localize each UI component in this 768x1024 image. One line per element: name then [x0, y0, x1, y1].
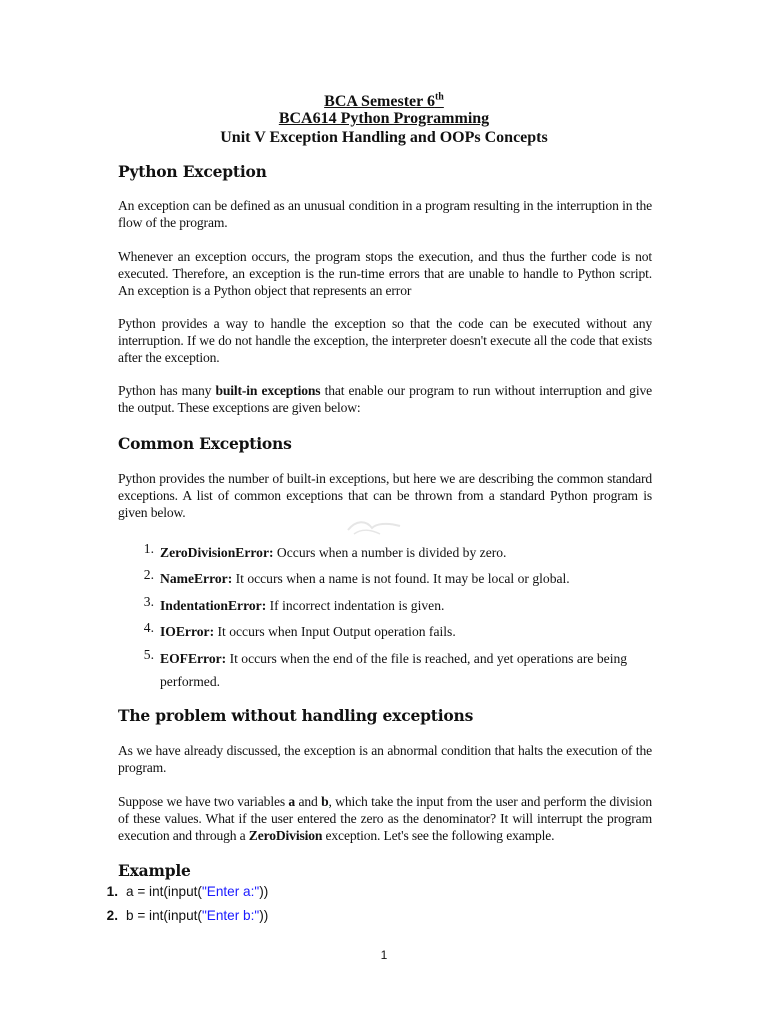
p-text: exception. Let's see the following example.: [322, 828, 555, 844]
p-text: , which take the input from the user and perform the division of these values. What if the user entered the zero as the denominator? It will interrupt the program execution and through a: [118, 794, 652, 844]
paragraph-2: Whenever an exception occurs, the program stops the execution, and thus the further code is not executed. Therefore, an exception is the run-time errors that are unable to handle to Python script. An exception is a Python object that represents an error: [118, 249, 652, 299]
zerodivision-term: ZeroDivision: [248, 828, 323, 844]
code-text: b = int(input(: [126, 908, 202, 923]
code-text: )): [259, 884, 269, 899]
header-unit: [0, 128, 768, 148]
unit-title: Unit V Exception Handling and OOPs Concepts: [220, 129, 548, 146]
list-term: ZeroDivisionError:: [160, 545, 274, 560]
list-term: IOError:: [160, 624, 215, 639]
paragraph-4: [118, 382, 652, 416]
heading-example: Example: [118, 861, 191, 880]
list-term: EOFError:: [160, 651, 227, 666]
heading-python-exception: Python Exception: [118, 162, 267, 181]
heading-common-exceptions: Common Exceptions: [118, 434, 292, 453]
code-line-2: [96, 908, 268, 923]
paragraph-problem-1: As we have already discussed, the exception is an abnormal condition that halts the execution of the program.: [118, 743, 652, 776]
list-desc: If incorrect indentation is given.: [266, 598, 445, 613]
list-desc: It occurs when a name is not found. It may be local or global.: [232, 571, 570, 586]
list-desc: It occurs when the end of the file is reached, and yet operations are being performed.: [160, 651, 628, 689]
list-term: IndentationError:: [160, 598, 267, 613]
p4-bold: built-in exceptions: [215, 383, 321, 398]
p4-pre: Python has many: [118, 383, 216, 398]
paragraph-problem-2: [118, 793, 652, 845]
list-number: 3.: [143, 594, 154, 609]
paragraph-common: Python provides the number of built-in exceptions, but here we are describing the common standard exceptions. A list of common exceptions that can be thrown from a standard Python program is given below.: [118, 471, 652, 521]
code-text: )): [259, 908, 269, 923]
paragraph-1: An exception can be defined as an unusual condition in a program resulting in the interruption in the flow of the program.: [118, 198, 652, 231]
p4-post: that enable our program to run without interruption and give the output. These exceptions are given below:: [118, 383, 652, 416]
var-b: b: [321, 794, 329, 809]
list-number: 4.: [143, 620, 154, 635]
p-text: and: [295, 794, 322, 809]
semester-sup: th: [434, 92, 444, 103]
code-line-number: 1.: [106, 884, 118, 899]
watermark-logo: [346, 516, 402, 538]
semester-text: BCA Semester 6: [324, 93, 435, 111]
list-number: 5.: [143, 647, 154, 662]
list-number: 2.: [143, 567, 154, 582]
course-title: BCA614 Python Programming: [278, 110, 490, 127]
p-text: Suppose we have two variables: [118, 794, 289, 809]
var-a: a: [288, 794, 296, 809]
code-text: a = int(input(: [126, 884, 202, 899]
paragraph-3: Python provides a way to handle the exception so that the code can be executed without any interruption. If we do not handle the exception, the interpreter doesn't execute all the code that exists after the exception.: [118, 316, 652, 366]
list-desc: It occurs when Input Output operation fails.: [214, 624, 456, 639]
list-desc: Occurs when a number is divided by zero.: [273, 545, 507, 560]
code-line-number: 2.: [106, 908, 118, 923]
list-number: 1.: [143, 541, 154, 556]
heading-problem: The problem without handling exceptions: [118, 706, 474, 725]
code-string: "Enter b:": [201, 908, 260, 923]
header-course: [0, 109, 768, 129]
code-line-1: [96, 884, 268, 899]
list-term: NameError:: [160, 571, 233, 586]
code-string: "Enter a:": [201, 884, 260, 899]
page-number: 1: [380, 948, 388, 962]
